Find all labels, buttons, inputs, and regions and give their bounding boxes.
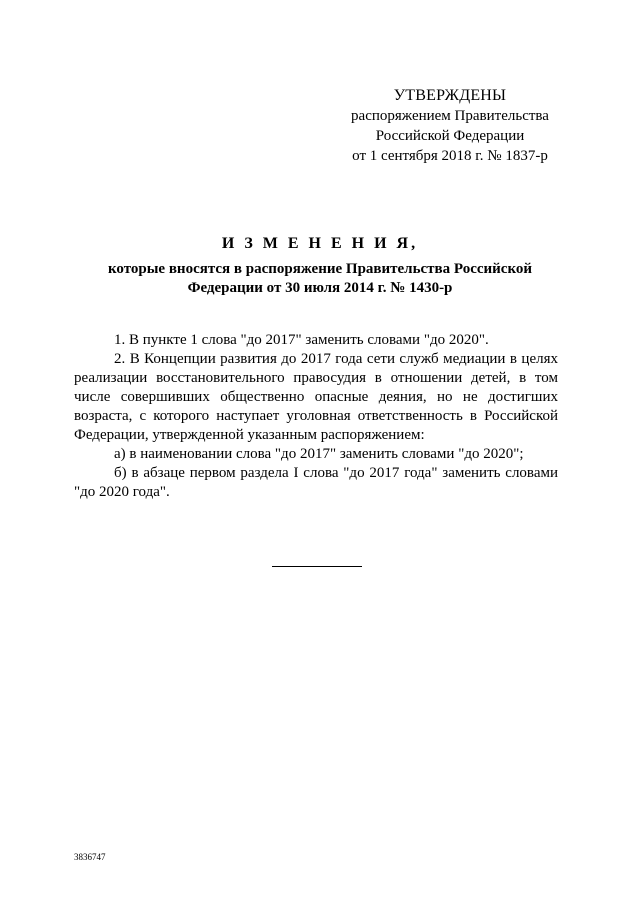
document-subtitle-line-2: Федерации от 30 июля 2014 г. № 1430-р [187, 280, 453, 296]
paragraph-2: 2. В Концепции развития до 2017 года сети служб медиации в целях реализации восстановительного правосудия в отношении детей, в том числе совершивших общественно опасные деяния, но не достигших возраста, с которого наступает уголовная ответственность в Российской Федерации, утвержденной указанным распоряжением: [74, 351, 558, 443]
document-title: И З М Е Н Е Н И Я, [221, 235, 419, 252]
paragraph-2b: б) в абзаце первом раздела I слова "до 2017 года" заменить словами "до 2020 года". [74, 465, 558, 500]
document-heading [0, 232, 640, 298]
approval-line-3: от 1 сентября 2018 г. № 1837-р [352, 148, 548, 164]
document-subtitle-line-1: которые вносятся в распоряжение Правительства Российской [107, 261, 533, 277]
document-body [74, 331, 558, 502]
approval-heading: УТВЕРЖДЕНЫ [393, 87, 507, 104]
paragraph-1: 1. В пункте 1 слова "до 2017" заменить словами "до 2020". [114, 332, 489, 348]
approval-line-2: Российской Федерации [375, 128, 525, 144]
paragraph-2a: а) в наименовании слова "до 2017" заменить словами "до 2020"; [114, 446, 524, 462]
approval-line-1: распоряжением Правительства [351, 108, 549, 124]
approval-block [330, 86, 570, 166]
document-code: 3836747 [74, 852, 106, 862]
end-separator-line [272, 566, 362, 567]
